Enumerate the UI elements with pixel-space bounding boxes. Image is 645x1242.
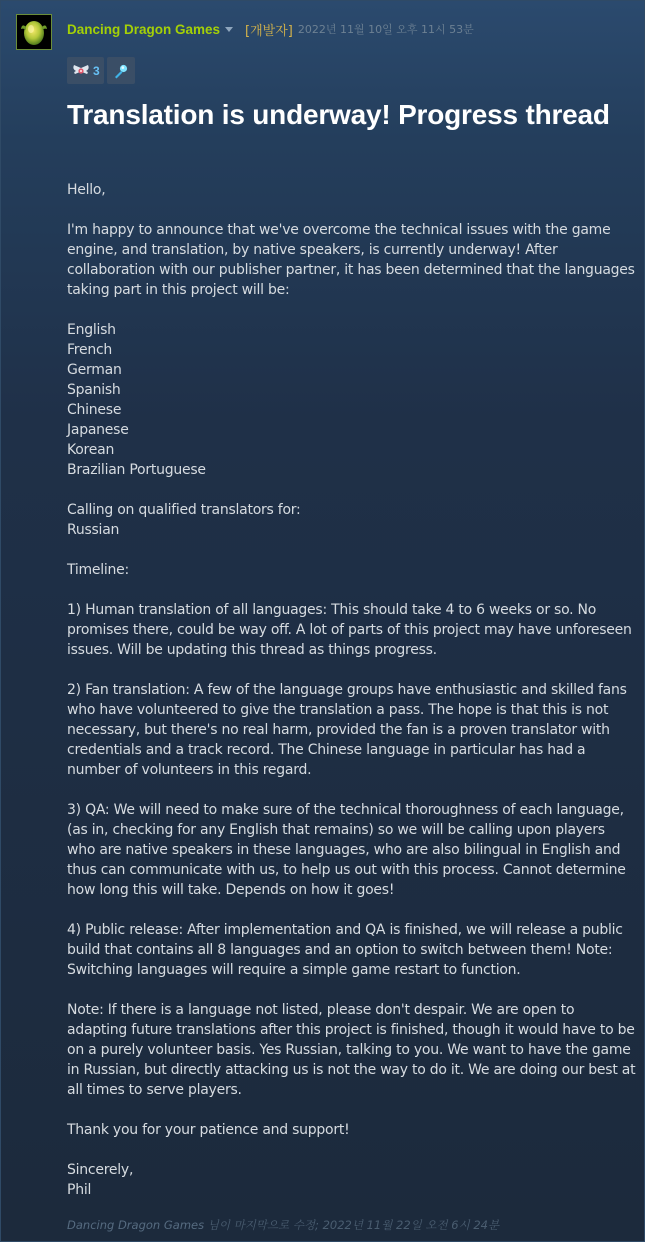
body-line: Korean	[67, 442, 115, 458]
award-microphone[interactable]	[107, 57, 135, 84]
post-header	[67, 19, 474, 39]
dragon-egg-icon	[19, 17, 49, 47]
body-line: 4) Public release: After implementation and QA is finished, we will release a public build that contains all 8 languages and an option to switch between them! Note: Switching languages will require a simple game restart to function.	[67, 922, 623, 978]
body-line: Note: If there is a language not listed, please don't despair. We are open to adapting future translations after this project is finished, though it would have to be on a purely volunteer basis. Yes Russian, talking to you. We want to have the game in Russian, but directly attacking us is not the way to do it. We are doing our best at all times to serve players.	[67, 1002, 636, 1098]
body-line: German	[67, 362, 122, 378]
winged-award-icon	[71, 61, 91, 81]
body-line: Hello,	[67, 182, 106, 198]
body-line: I'm happy to announce that we've overcome the technical issues with the game engine, and translation, by native speakers, is currently underway! After collaboration with our publisher partner, it has been determined that the languages taking part in this project will be:	[67, 222, 635, 298]
post-body	[67, 180, 637, 1200]
paragraph-gap	[67, 780, 637, 800]
body-line: Thank you for your patience and support!	[67, 1122, 350, 1138]
paragraph-gap	[67, 540, 637, 560]
edit-note-text: 님이 마지막으로 수정; 2022년 11월 22일 오전 6시 24분	[204, 1218, 500, 1232]
paragraph-gap	[67, 980, 637, 1000]
paragraph-gap	[67, 480, 637, 500]
awards-row	[67, 57, 135, 84]
post-title: Translation is underway! Progress thread	[67, 99, 610, 130]
body-line: French	[67, 342, 113, 358]
body-line: 2) Fan translation: A few of the language groups have enthusiastic and skilled fans who have volunteered to give the translation a pass. The hope is that this is not necessary, but there's no real harm, provided the fan is a proven translator with credentials and a track record. The Chinese language in particular has had a number of volunteers in this regard.	[67, 682, 627, 778]
body-line: Calling on qualified translators for:	[67, 502, 301, 518]
body-line: Phil	[67, 1182, 92, 1198]
award-winged[interactable]	[67, 57, 104, 84]
paragraph-gap	[67, 1100, 637, 1120]
body-line: Japanese	[67, 422, 129, 438]
developer-badge: [개발자]	[245, 23, 293, 39]
edit-note	[67, 1217, 499, 1233]
body-line: Brazilian Portuguese	[67, 462, 206, 478]
body-line: 1) Human translation of all languages: This should take 4 to 6 weeks or so. No promises there, could be way off. A lot of parts of this project may have unforeseen issues. Will be updating this thread as things progress.	[67, 602, 632, 658]
paragraph-gap	[67, 300, 637, 320]
paragraph-gap	[67, 580, 637, 600]
body-line: Sincerely,	[67, 1162, 134, 1178]
paragraph-gap	[67, 1140, 637, 1160]
award-count: 3	[93, 63, 100, 78]
body-line: Chinese	[67, 402, 122, 418]
paragraph-gap	[67, 900, 637, 920]
body-line: Spanish	[67, 382, 121, 398]
microphone-award-icon	[111, 61, 131, 81]
editor-name[interactable]: Dancing Dragon Games	[67, 1218, 205, 1232]
paragraph-gap	[67, 660, 637, 680]
body-line: Russian	[67, 522, 120, 538]
author-name[interactable]: Dancing Dragon Games	[67, 21, 221, 37]
chevron-down-icon[interactable]	[225, 27, 233, 32]
body-line: Timeline:	[67, 562, 129, 578]
body-line: English	[67, 322, 116, 338]
avatar[interactable]	[16, 14, 52, 50]
paragraph-gap	[67, 200, 637, 220]
body-line: 3) QA: We will need to make sure of the technical thoroughness of each language, (as in, checking for any English that remains) so we will be calling upon players who are native speakers in these languages, who are also bilingual in English and thus can communicate with us, to help us out with this process. Cannot determine how long this will take. Depends on how it goes!	[67, 802, 626, 898]
post-date: 2022년 11월 10일 오후 11시 53분	[297, 23, 474, 36]
